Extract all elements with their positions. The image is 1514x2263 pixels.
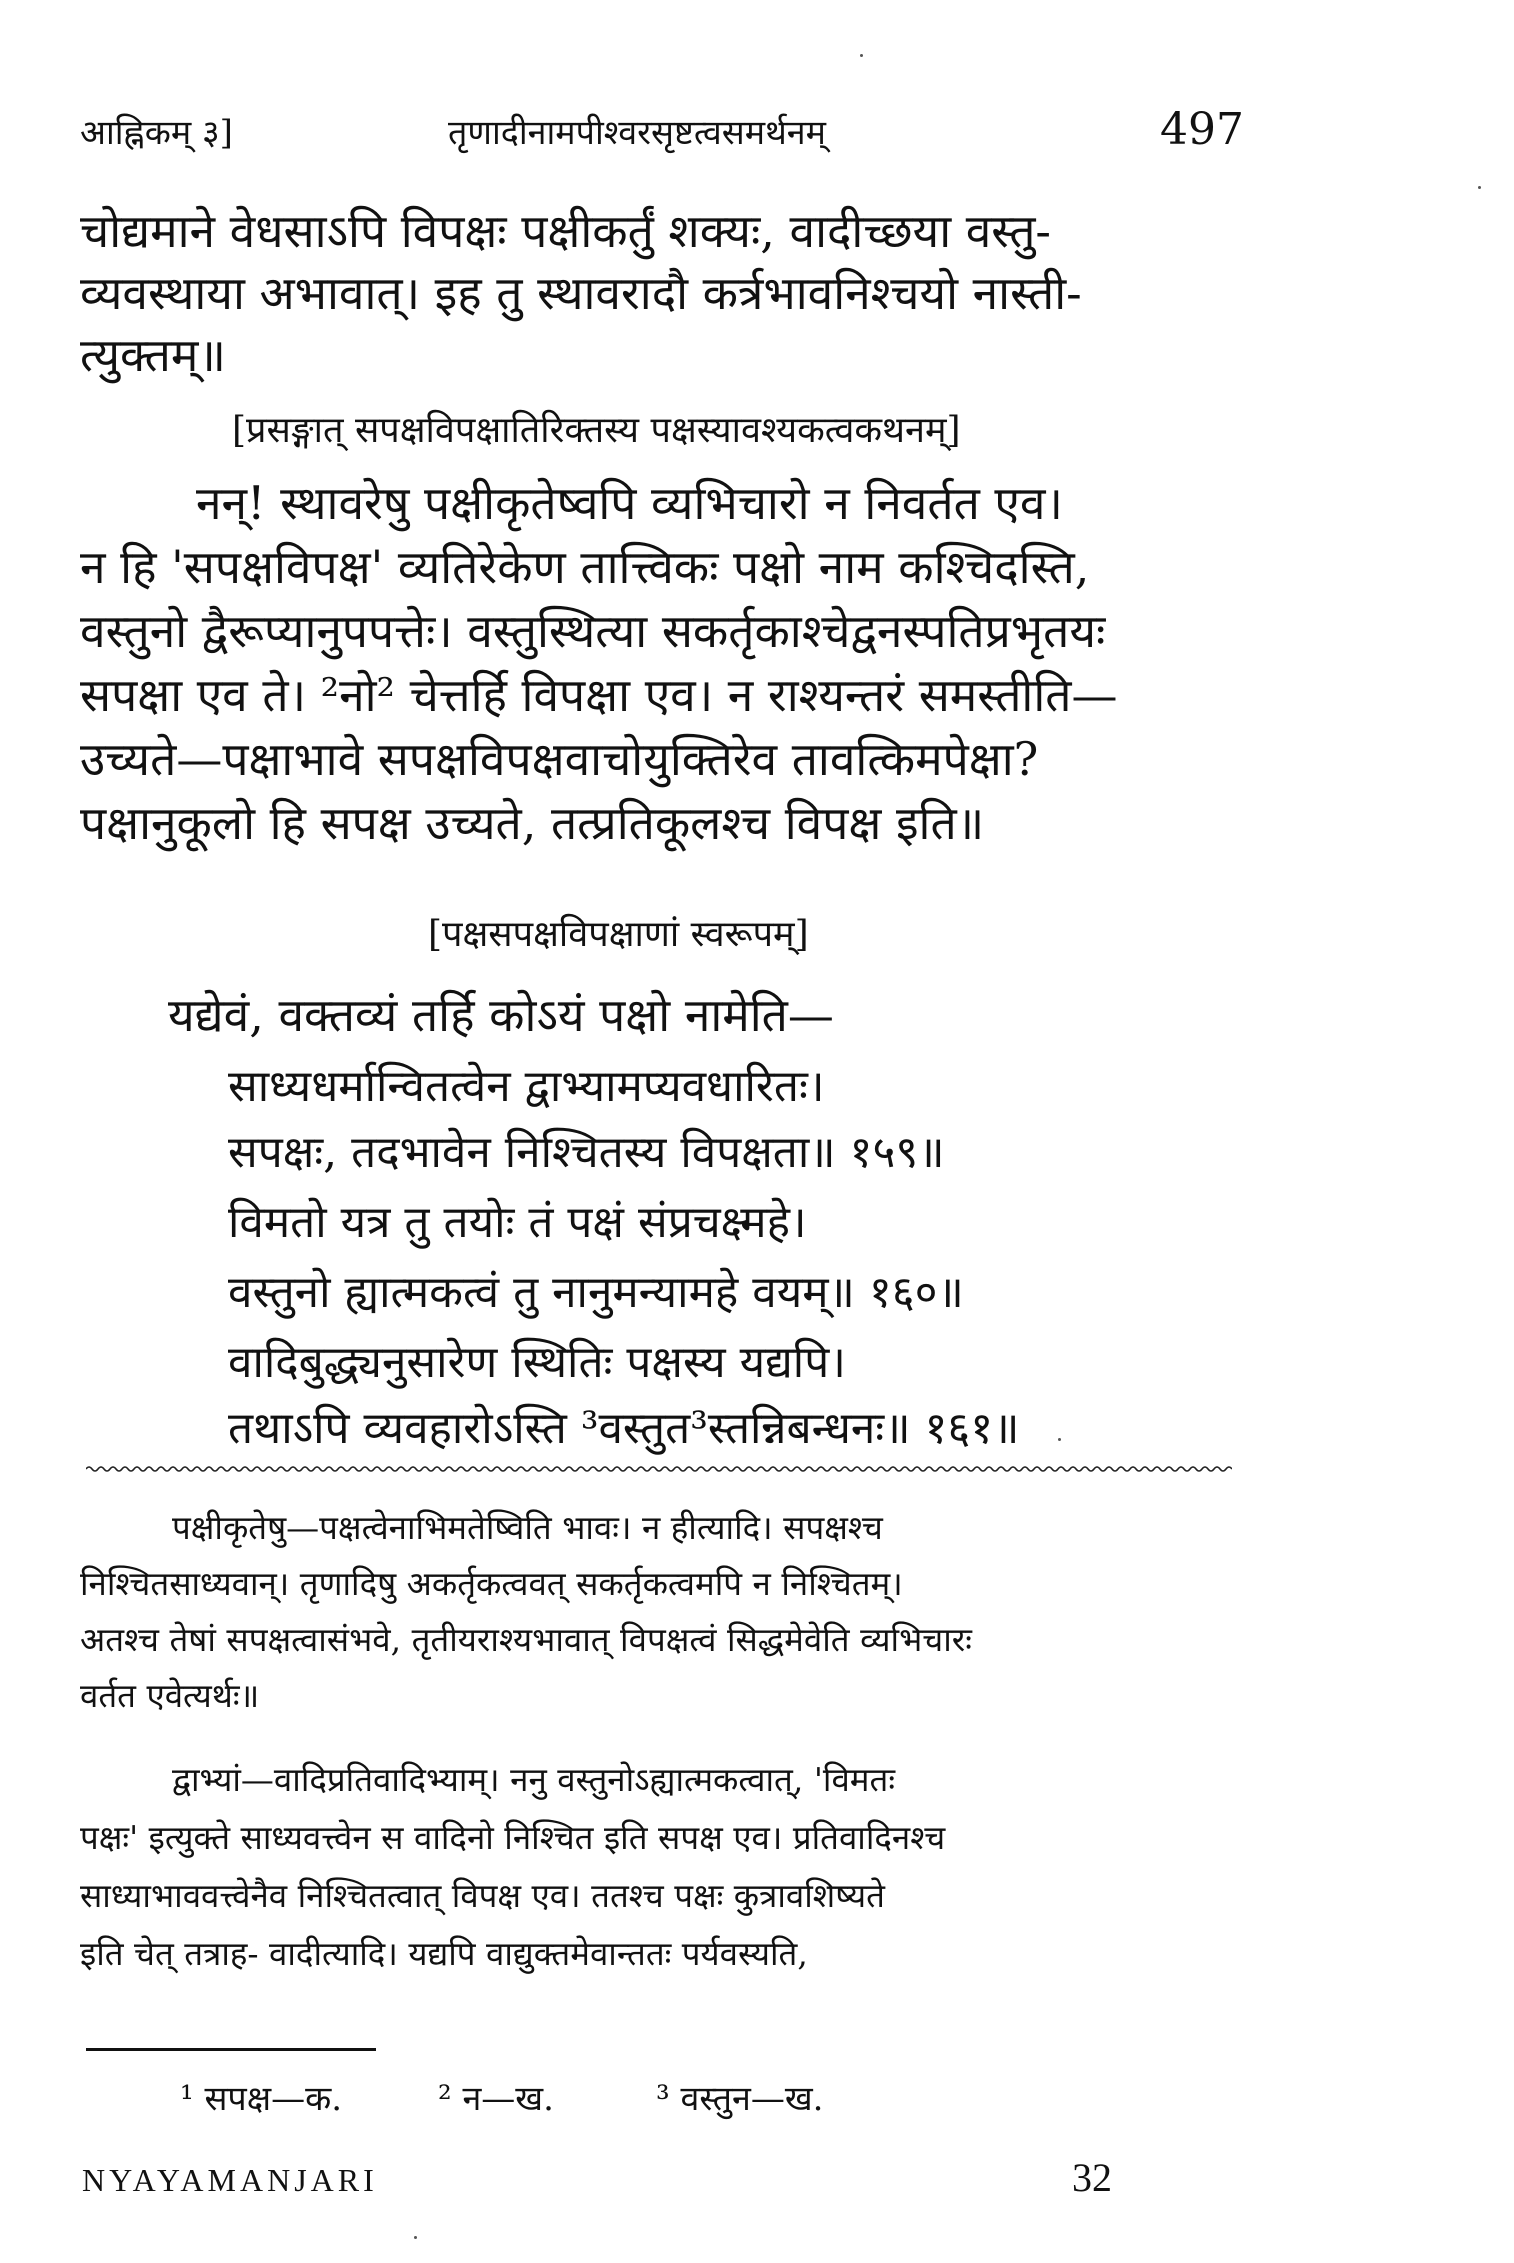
section-heading-2: [पक्षसपक्षविपक्षाणां स्वरूपम्] <box>428 914 809 955</box>
running-head-title: तृणादीनामपीश्वरसृष्टत्वसमर्थनम् <box>448 113 827 153</box>
scan-speck <box>1058 1438 1061 1441</box>
commentary-1-line-3: अतश्च तेषां सपक्षत्वासंभवे, तृतीयराश्यभावात् विपक्षत्वं सिद्धमेवेति व्यभिचारः <box>80 1620 972 1659</box>
commentary-1-line-1: पक्षीकृतेषु—पक्षत्वेनाभिमतेष्विति भावः। न हीत्यादि। सपक्षश्च <box>172 1508 883 1547</box>
scan-speck <box>414 2236 417 2239</box>
commentary-1-line-2: निश्चितसाध्यवान्। तृणादिषु अकर्तृकत्ववत् सकर्तृकत्वमपि न निश्चितम्। <box>80 1564 903 1603</box>
running-head-left: आह्निकम् ३] <box>80 113 233 153</box>
commentary-1-line-4: वर्तत एवेत्यर्थः॥ <box>80 1676 260 1715</box>
verse-line-4: वस्तुनो ह्यात्मकत्वं तु नानुमन्यामहे वयम्॥ १६०॥ <box>228 1267 964 1318</box>
footnote-3: ³ वस्तुन—ख. <box>656 2079 824 2119</box>
commentary-2-line-3: साध्याभाववत्त्वेनैव निश्चितत्वात् विपक्ष एव। ततश्च पक्षः कुत्रावशिष्यते <box>80 1876 885 1915</box>
commentary-2-line-1: द्वाभ्यां—वादिप्रतिवादिभ्याम्। ननु वस्तुनोऽह्यात्मकत्वात्, 'विमतः <box>172 1760 896 1799</box>
commentary-2-line-2: पक्षः' इत्युक्ते साध्यवत्त्वेन स वादिनो निश्चित इति सपक्ष एव। प्रतिवादिनश्च <box>80 1818 946 1857</box>
verse-line-2: सपक्षः, तदभावेन निश्चितस्य विपक्षता॥ १५९॥ <box>228 1127 945 1178</box>
verse-line-1: साध्यधर्मान्वितत्वेन द्वाभ्यामप्यवधारितः। <box>228 1061 825 1112</box>
para-line-1: नन्! स्थावरेषु पक्षीकृतेष्वपि व्यभिचारो न निवर्तत एव। <box>196 476 1063 530</box>
page-number: 497 <box>1160 104 1244 155</box>
para-line-4: सपक्षा एव ते। ²नो² चेत्तर्हि विपक्षा एव। न राश्यन्तरं समस्तीति— <box>80 668 1118 722</box>
verse-line-6: तथाऽपि व्यवहारोऽस्ति ³वस्तुत³स्तन्निबन्धनः॥ १६१॥ <box>228 1403 1020 1454</box>
wavy-separator <box>86 1464 1232 1474</box>
main-text-line-2: व्यवस्थाया अभावात्। इह तु स्थावरादौ कर्त्रभावनिश्चयो नास्ती- <box>80 266 1082 320</box>
main-text-line-1: चोद्यमाने वेधसाऽपि विपक्षः पक्षीकर्तुं शक्यः, वादीच्छया वस्तु- <box>80 204 1051 258</box>
commentary-2-line-4: इति चेत् तत्राह- वादीत्यादि। यद्यपि वाद्युक्तमेवान्ततः पर्यवस्यति, <box>80 1934 808 1973</box>
main-text-line-3: त्युक्तम्॥ <box>80 328 226 382</box>
footnote-2: ² न—ख. <box>438 2079 554 2119</box>
para-line-6: पक्षानुकूलो हि सपक्ष उच्यते, तत्प्रतिकूलश्च विपक्ष इति॥ <box>80 796 985 850</box>
footnote-rule <box>86 2048 376 2051</box>
verse-line-5: वादिबुद्ध्यनुसारेण स्थितिः पक्षस्य यद्यपि। <box>228 1337 846 1388</box>
para-line-5: उच्यते—पक्षाभावे सपक्षविपक्षवाचोयुक्तिरेव तावत्किमपेक्षा? <box>80 732 1039 786</box>
verse-line-3: विमतो यत्र तु तयोः तं पक्षं संप्रचक्ष्महे। <box>228 1197 807 1248</box>
signature-mark: 32 <box>1072 2155 1112 2200</box>
footnote-1: ¹ सपक्ष—क. <box>180 2079 343 2119</box>
scan-speck <box>1478 186 1481 189</box>
section-heading-1: [प्रसङ्गात् सपक्षविपक्षातिरिक्तस्य पक्षस्यावश्यकत्वकथनम्] <box>232 410 961 451</box>
para-line-2: न हि 'सपक्षविपक्ष' व्यतिरेकेण तात्त्विकः पक्षो नाम कश्चिदस्ति, <box>80 540 1090 594</box>
intro-line: यद्येवं, वक्तव्यं तर्हि कोऽयं पक्षो नामेति— <box>168 988 834 1042</box>
scan-speck <box>860 54 863 57</box>
book-title-footer: NYAYAMANJARI <box>82 2162 378 2198</box>
para-line-3: वस्तुनो द्वैरूप्यानुपपत्तेः। वस्तुस्थित्या सकर्तृकाश्चेद्वनस्पतिप्रभृतयः <box>80 604 1106 658</box>
